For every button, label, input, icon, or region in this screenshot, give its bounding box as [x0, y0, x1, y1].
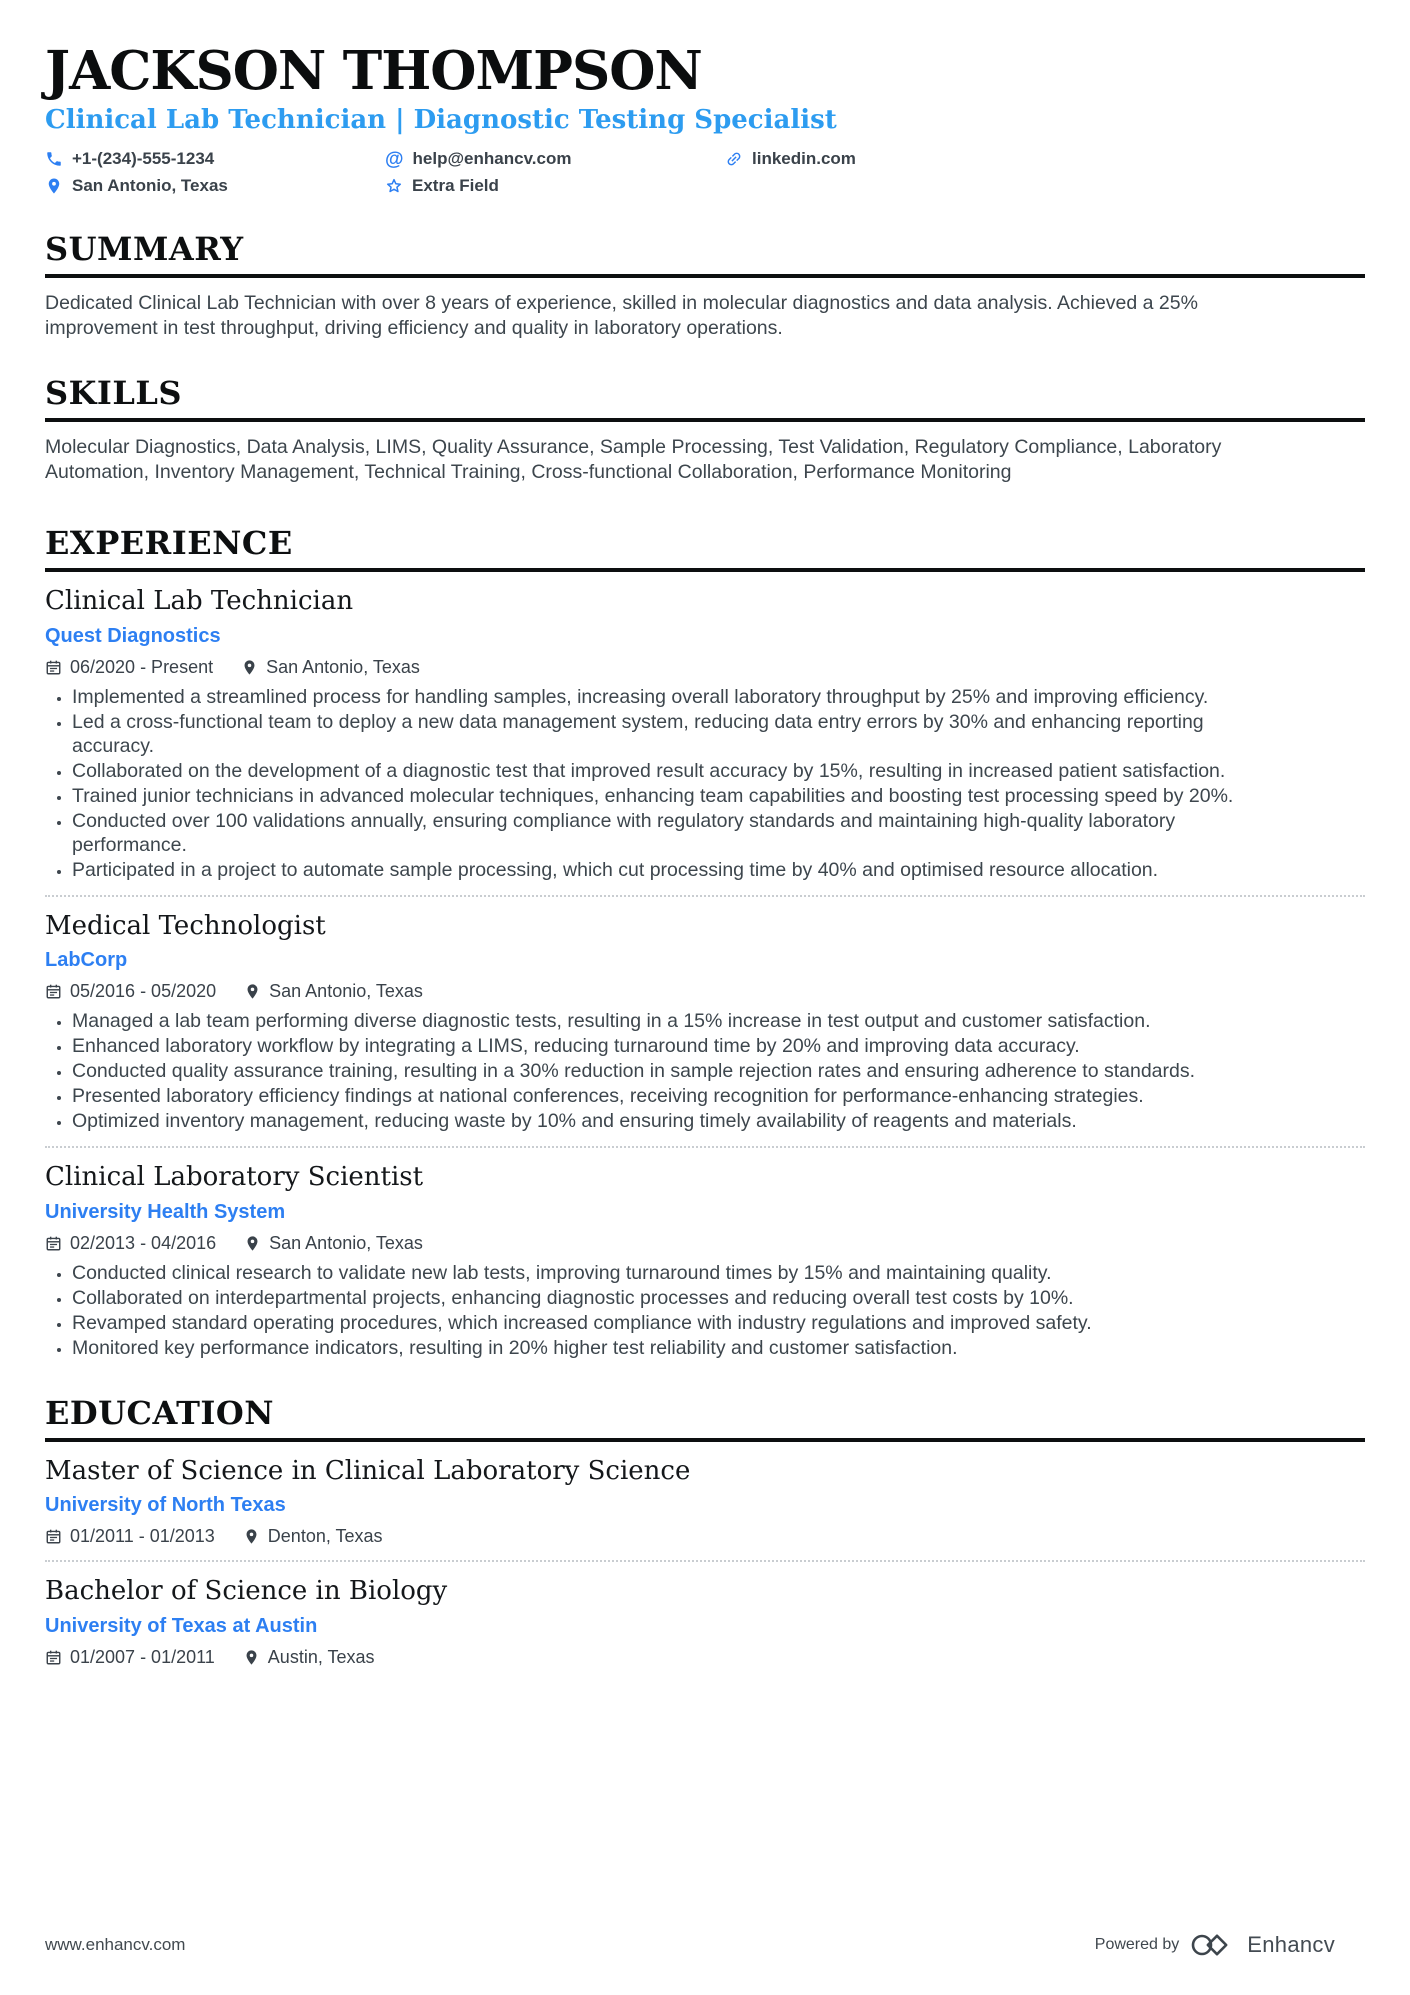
- contact-email[interactable]: [385, 149, 725, 169]
- education-entry: [45, 1575, 1365, 1668]
- experience-heading: EXPERIENCE: [45, 524, 1365, 572]
- education-entry: [45, 1455, 1365, 1548]
- link-icon: [725, 150, 743, 168]
- contact-grid: [45, 149, 1365, 196]
- section-experience: [45, 524, 1365, 1360]
- location-pin-icon: [244, 983, 261, 1000]
- contact-linkedin[interactable]: [725, 149, 1365, 169]
- location-pin-icon: [243, 1649, 260, 1666]
- bullet-item: • Conducted over 100 validations annually, ensuring compliance with regulatory standards and maintaining high-quality laboratory performance.: [72, 809, 1285, 857]
- enhancv-logo-icon: [1191, 1931, 1235, 1959]
- experience-entry: [45, 585, 1365, 882]
- degree-meta: [45, 1647, 1365, 1668]
- job-dates: 05/2016 - 05/2020: [45, 981, 216, 1002]
- contact-email-text[interactable]: help@enhancv.com: [412, 149, 572, 169]
- degree-school: University of Texas at Austin: [45, 1614, 318, 1637]
- job-dates: 06/2020 - Present: [45, 657, 213, 678]
- job-bullets: [45, 1261, 1285, 1360]
- contact-linkedin-text[interactable]: linkedin.com: [752, 149, 856, 169]
- degree-location: Austin, Texas: [243, 1647, 375, 1668]
- degree-title: Bachelor of Science in Biology: [45, 1576, 448, 1607]
- location-pin-icon: [243, 1528, 260, 1545]
- degree-dates: 01/2007 - 01/2011: [45, 1647, 215, 1668]
- job-location: San Antonio, Texas: [244, 981, 423, 1002]
- skills-heading: SKILLS: [45, 374, 1365, 422]
- job-bullets: [45, 1009, 1285, 1133]
- summary-text: Dedicated Clinical Lab Technician with over 8 years of experience, skilled in molecular diagnostics and data analysis. Achieved a 25% improvement in test throughput, driving efficiency and quality in laboratory operations.: [45, 292, 1198, 339]
- job-title: Clinical Laboratory Scientist: [45, 1162, 424, 1193]
- bullet-item: • Participated in a project to automate sample processing, which cut processing time by 40% and optimised resource allocation.: [72, 858, 1285, 882]
- job-company: LabCorp: [45, 949, 128, 972]
- bullet-item: • Presented laboratory efficiency findings at national conferences, receiving recognition for performance-enhancing strategies.: [72, 1084, 1285, 1108]
- calendar-icon: [45, 1235, 62, 1252]
- contact-extra-field: [385, 176, 725, 196]
- calendar-icon: [45, 983, 62, 1000]
- powered-by-group[interactable]: [1095, 1931, 1365, 1959]
- bullet-item: • Collaborated on interdepartmental projects, enhancing diagnostic processes and reducing overall test costs by 10%.: [72, 1286, 1285, 1310]
- job-location: San Antonio, Texas: [241, 657, 420, 678]
- contact-location-text: San Antonio, Texas: [72, 176, 228, 196]
- job-dates: 02/2013 - 04/2016: [45, 1233, 216, 1254]
- job-meta: [45, 1233, 1365, 1254]
- section-summary: [45, 230, 1365, 340]
- candidate-headline: Clinical Lab Technician | Diagnostic Testing Specialist: [45, 105, 837, 136]
- bullet-item: • Led a cross-functional team to deploy a new data management system, reducing data entry errors by 30% and enhancing reporting accuracy.: [72, 710, 1285, 758]
- at-icon: @: [385, 148, 404, 170]
- job-meta: [45, 981, 1365, 1002]
- experience-entry: [45, 1161, 1365, 1360]
- bullet-item: • Managed a lab team performing diverse diagnostic tests, resulting in a 15% increase in test output and customer satisfaction.: [72, 1009, 1285, 1033]
- star-icon: [385, 177, 403, 195]
- degree-school: University of North Texas: [45, 1494, 286, 1517]
- job-title: Medical Technologist: [45, 910, 326, 941]
- degree-location: Denton, Texas: [243, 1526, 383, 1547]
- job-bullets: [45, 685, 1285, 882]
- degree-title: Master of Science in Clinical Laboratory Science: [45, 1455, 691, 1486]
- job-location: San Antonio, Texas: [244, 1233, 423, 1254]
- entry-divider: [45, 895, 1365, 897]
- bullet-item: • Conducted quality assurance training, resulting in a 30% reduction in sample rejection rates and ensuring adherence to standards.: [72, 1059, 1285, 1083]
- job-company: University Health System: [45, 1200, 286, 1223]
- bullet-item: • Enhanced laboratory workflow by integrating a LIMS, reducing turnaround time by 20% and improving data accuracy.: [72, 1034, 1285, 1058]
- footer-website-link[interactable]: www.enhancv.com: [45, 1935, 186, 1954]
- job-meta: [45, 657, 1365, 678]
- powered-by-label: Powered by: [1094, 1936, 1180, 1953]
- bullet-item: • Collaborated on the development of a diagnostic test that improved result accuracy by 15%, resulting in increased patient satisfaction.: [72, 759, 1285, 783]
- bullet-item: • Trained junior technicians in advanced molecular techniques, enhancing team capabilities and boosting test processing speed by 20%.: [72, 784, 1285, 808]
- contact-phone: [45, 149, 385, 169]
- entry-divider: [45, 1146, 1365, 1148]
- job-company: Quest Diagnostics: [45, 624, 221, 647]
- enhancv-brand-name: Enhancv: [1247, 1932, 1335, 1957]
- page-footer: [0, 1911, 1410, 1995]
- calendar-icon: [45, 659, 62, 676]
- skills-text: Molecular Diagnostics, Data Analysis, LIMS, Quality Assurance, Sample Processing, Test Validation, Regulatory Compliance, Laboratory Automation, Inventory Management, Technical Training, Cross-functional Collaboration, Performance Monitoring: [45, 436, 1222, 483]
- candidate-name: JACKSON THOMPSON: [45, 40, 702, 102]
- summary-heading: SUMMARY: [45, 230, 1365, 278]
- bullet-item: • Revamped standard operating procedures, which increased compliance with industry regulations and improved safety.: [72, 1311, 1285, 1335]
- contact-location: [45, 176, 385, 196]
- contact-extra-field-text: Extra Field: [412, 176, 499, 196]
- bullet-item: • Optimized inventory management, reducing waste by 10% and ensuring timely availability of reagents and materials.: [72, 1109, 1285, 1133]
- education-heading: EDUCATION: [45, 1394, 1365, 1442]
- degree-meta: [45, 1526, 1365, 1547]
- resume-header: [45, 42, 1365, 196]
- calendar-icon: [45, 1649, 62, 1666]
- location-icon: [45, 177, 63, 195]
- location-pin-icon: [244, 1235, 261, 1252]
- calendar-icon: [45, 1528, 62, 1545]
- bullet-item: • Implemented a streamlined process for handling samples, increasing overall laboratory throughput by 25% and improving efficiency.: [72, 685, 1285, 709]
- section-education: [45, 1394, 1365, 1668]
- location-pin-icon: [241, 659, 258, 676]
- experience-entry: [45, 910, 1365, 1134]
- bullet-item: • Conducted clinical research to validate new lab tests, improving turnaround times by 15% and maintaining quality.: [72, 1261, 1285, 1285]
- phone-icon: [45, 150, 63, 168]
- bullet-item: • Monitored key performance indicators, resulting in 20% higher test reliability and customer satisfaction.: [72, 1336, 1285, 1360]
- job-title: Clinical Lab Technician: [45, 586, 354, 617]
- degree-dates: 01/2011 - 01/2013: [45, 1526, 215, 1547]
- entry-divider: [45, 1560, 1365, 1562]
- section-skills: [45, 374, 1365, 484]
- contact-phone-text: +1-(234)-555-1234: [72, 149, 215, 169]
